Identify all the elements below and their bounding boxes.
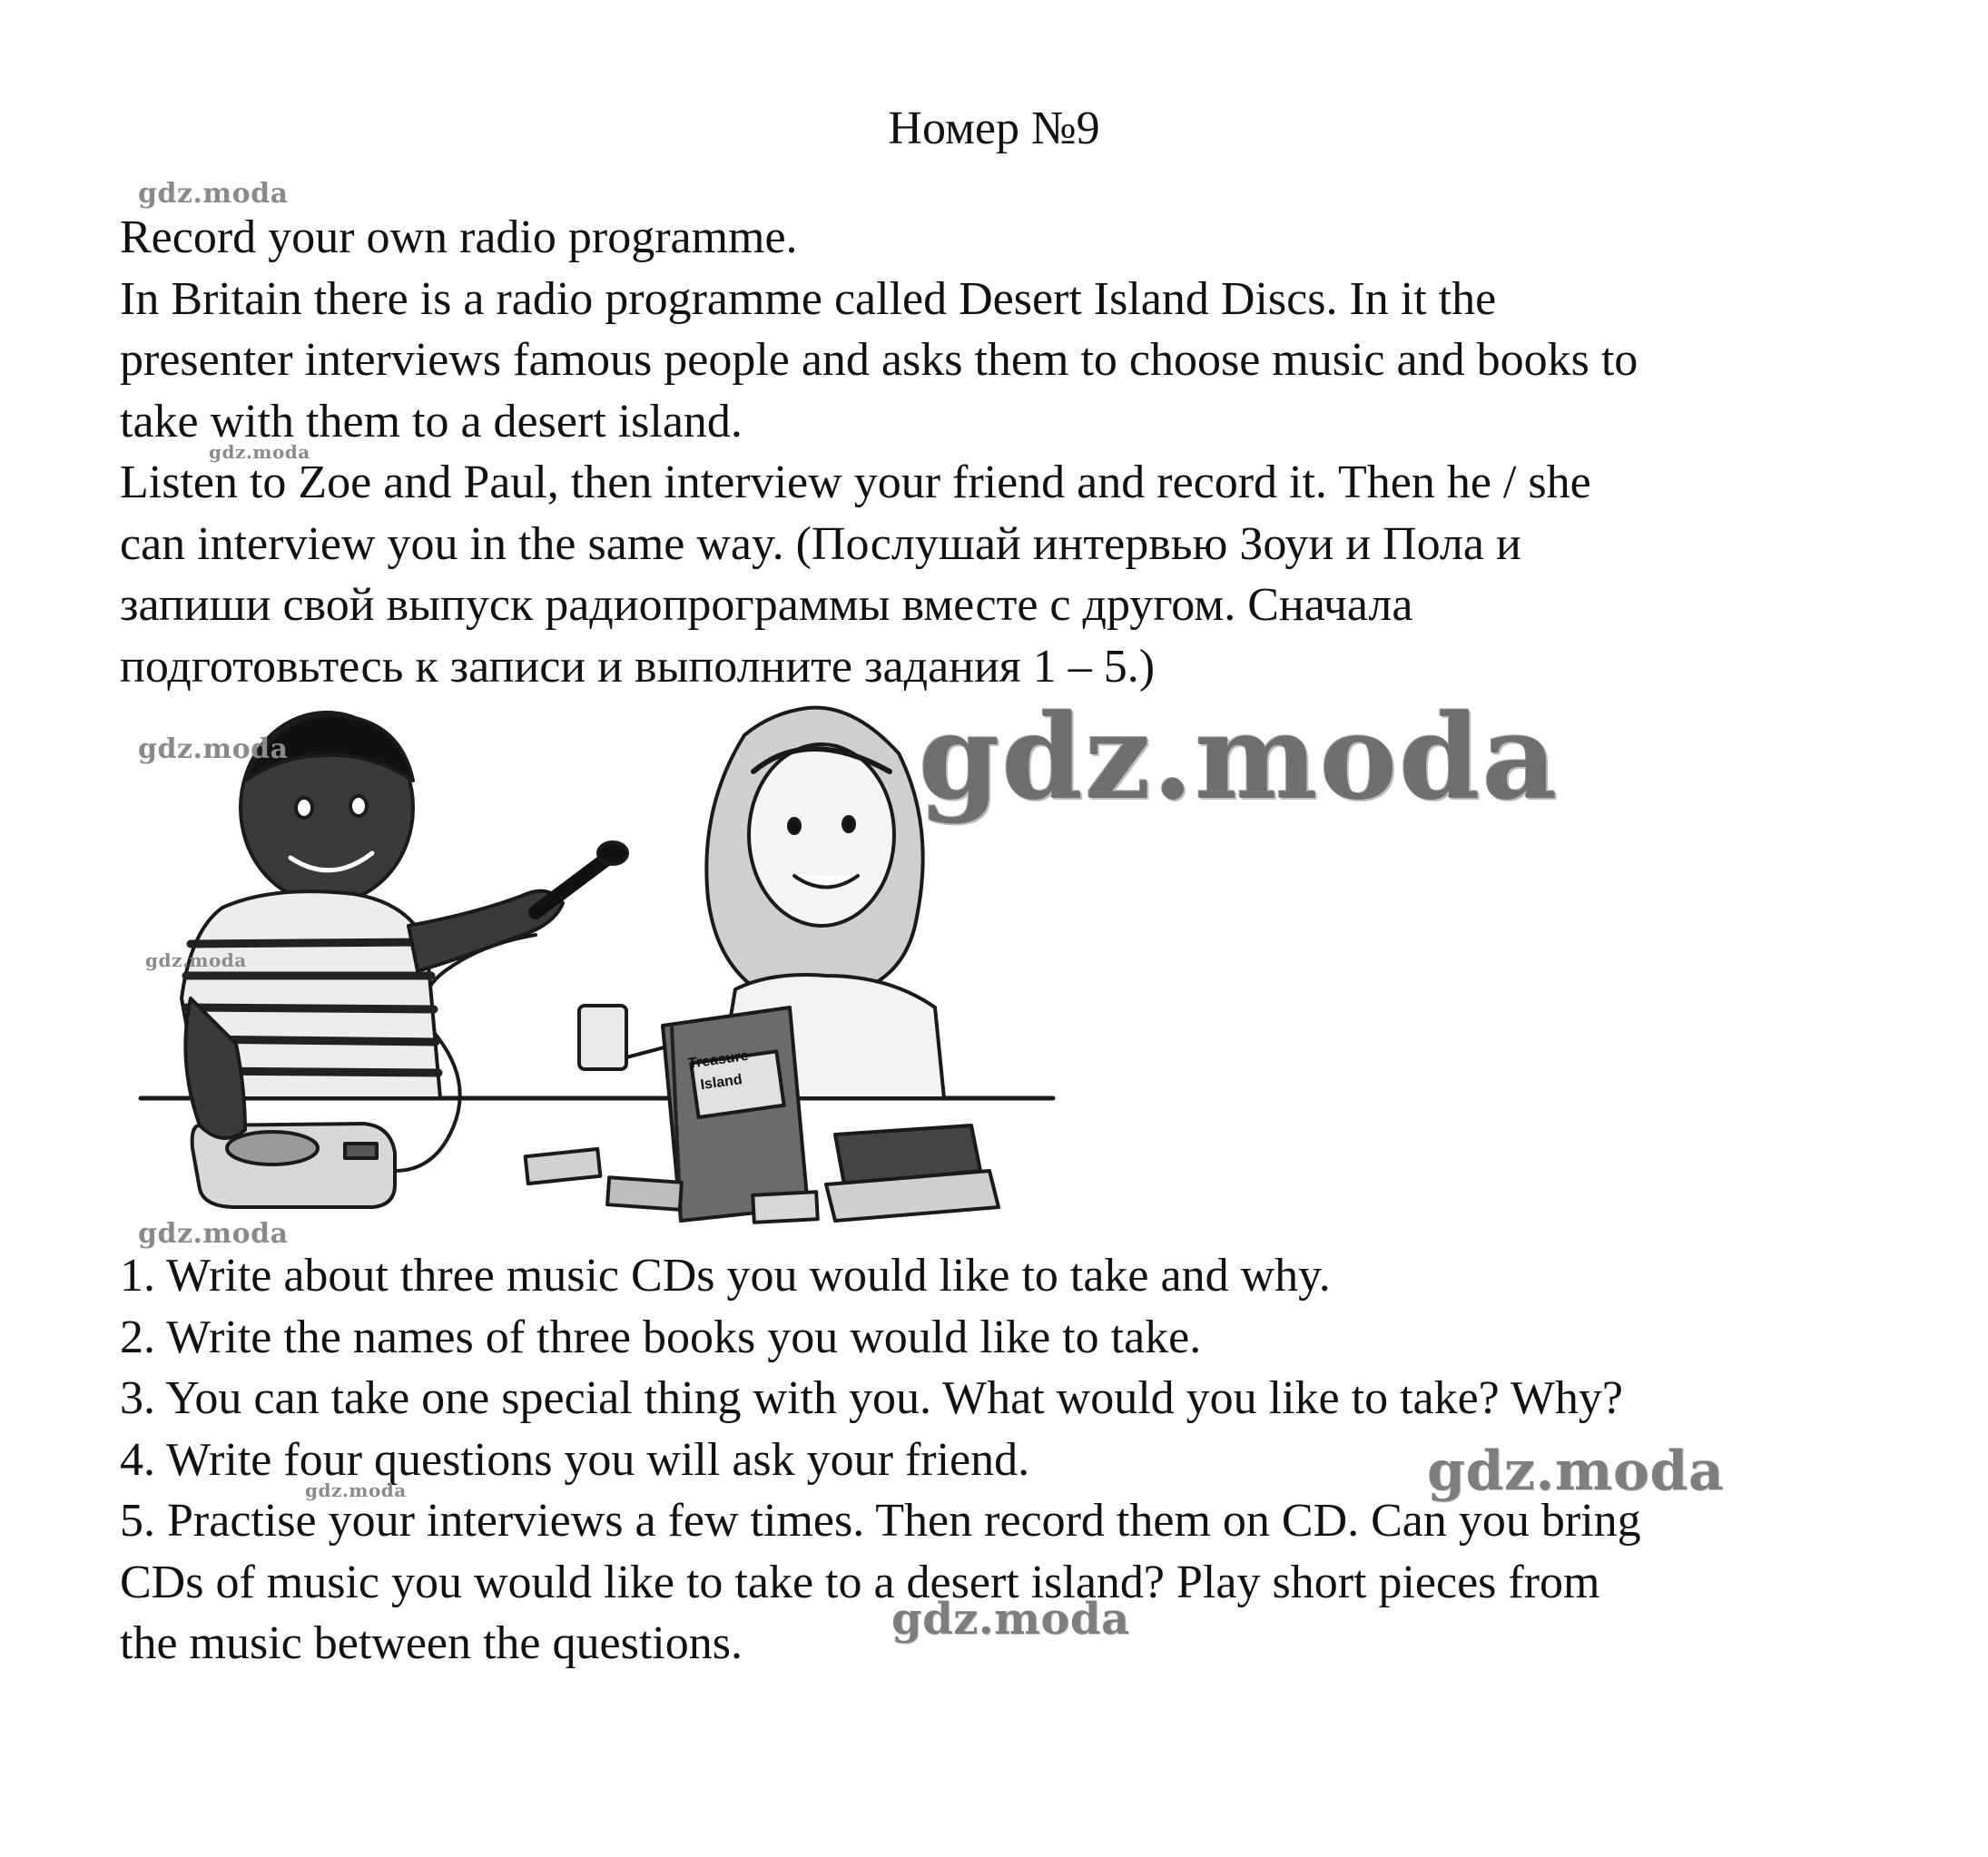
watermark: gdz.moda [138, 733, 289, 765]
task-item: 5. Practise your interviews a few times. Then record them on CD. Can you bring [120, 1495, 1641, 1547]
watermark: gdz.moda [138, 178, 289, 210]
cassette [607, 1177, 682, 1210]
watermark: gdz.moda [138, 1218, 289, 1250]
watermark: gdz.moda [145, 949, 247, 971]
book-title: Treasure [687, 1047, 750, 1072]
task-item: 1. Write about three music CDs you would like to take and why. [120, 1250, 1331, 1302]
intro-line: Listen to Zoe and Paul, then interview your friend and record it. Then he / she [120, 457, 1591, 508]
task-item: CDs of music you would like to take to a desert island? Play short pieces from [120, 1556, 1600, 1608]
intro-line: presenter interviews famous people and asks them to choose music and books to [120, 334, 1639, 386]
intro-line: подготовьтесь к записи и выполните задания 1 – 5.) [120, 640, 1156, 693]
intro-line: запиши свой выпуск радиопрограммы вместе с другом. Сначала [120, 579, 1413, 631]
intro-line: In Britain there is a radio programme called Desert Island Discs. In it the [120, 272, 1497, 325]
page-title: Номер №9 [888, 103, 1100, 154]
watermark: gdz.moda [919, 690, 1560, 826]
task-item: 3. You can take one special thing with you. What would you like to take? Why? [120, 1372, 1623, 1424]
cassette [526, 1149, 601, 1184]
watermark: gdz.moda [209, 441, 310, 463]
task-item: the music between the questions. [120, 1617, 743, 1669]
watermark: gdz.moda [891, 1594, 1130, 1645]
book-title: Island [699, 1071, 743, 1094]
intro-line: take with them to a desert island. [120, 395, 743, 447]
intro-line: can interview you in the same way. (Послушай интервью Зоуи и Пола и [120, 517, 1521, 570]
intro-line: Record your own radio programme. [120, 211, 798, 263]
task-item: 2. Write the names of three books you would like to take. [120, 1311, 1202, 1363]
book [663, 1007, 808, 1221]
cassette [753, 1192, 817, 1223]
intro-text [120, 207, 1899, 697]
task-item: 4. Write four questions you will ask your friend. [120, 1433, 1030, 1486]
cassette-in-hand [579, 1006, 626, 1069]
girl-face [749, 744, 894, 926]
watermark: gdz.moda [1427, 1439, 1725, 1503]
watermark: gdz.moda [305, 1479, 407, 1501]
